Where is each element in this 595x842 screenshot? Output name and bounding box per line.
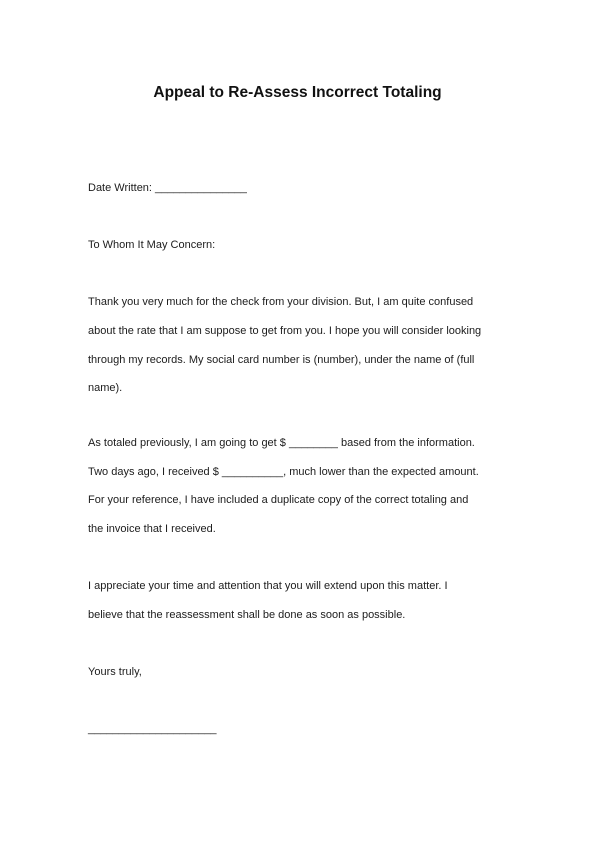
- signature-line: _____________________: [88, 723, 217, 735]
- paragraph2-line: Two days ago, I received $ __________, much lower than the expected amount.: [88, 466, 479, 478]
- paragraph3-line: I appreciate your time and attention that you will extend upon this matter. I: [88, 580, 448, 592]
- closing: Yours truly,: [88, 666, 142, 678]
- paragraph2-line: the invoice that I received.: [88, 523, 216, 535]
- paragraph1-line: name).: [88, 382, 123, 394]
- paragraph2-line: As totaled previously, I am going to get $ ________ based from the information.: [88, 437, 475, 449]
- paragraph1-line: through my records. My social card number is (number), under the name of (full: [88, 354, 475, 366]
- date-line: Date Written: _______________: [88, 182, 247, 194]
- paragraph1-line: Thank you very much for the check from your division. But, I am quite confused: [88, 296, 474, 308]
- paragraph3-line: believe that the reassessment shall be done as soon as possible.: [88, 609, 406, 621]
- salutation: To Whom It May Concern:: [88, 239, 216, 251]
- paragraph1-line: about the rate that I am suppose to get from you. I hope you will consider looking: [88, 325, 482, 337]
- document-title: Appeal to Re-Assess Incorrect Totaling: [153, 84, 442, 101]
- paragraph2-line: For your reference, I have included a duplicate copy of the correct totaling and: [88, 494, 469, 506]
